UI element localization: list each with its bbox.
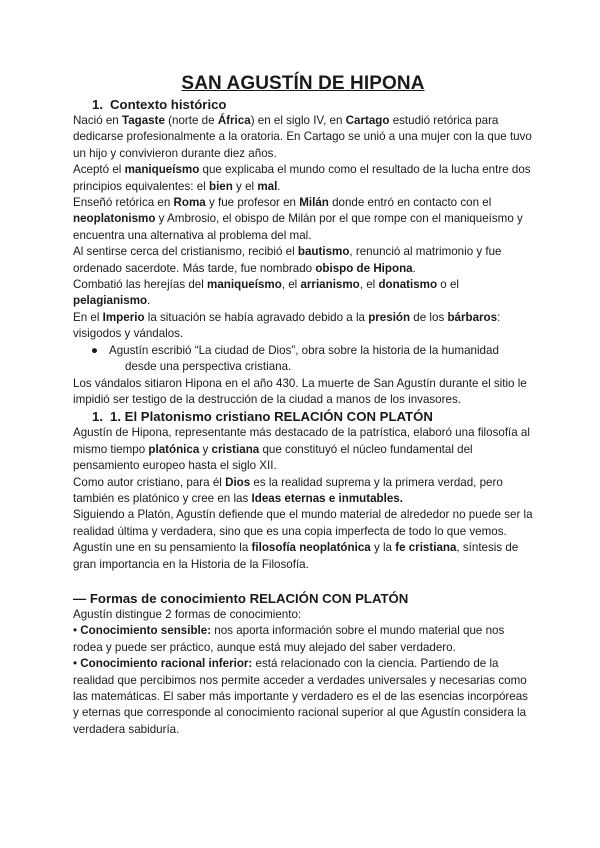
paragraph-patristica: Agustín de Hipona, representante más destacado de la patrística, elaboró una filosofía al mismo tiempo platónica y cristiana que constituyó el núcleo fundamental del pensamiento europeo hasta el siglo XII. <box>73 426 530 473</box>
paragraph-vandalos: Los vándalos sitiaron Hipona en el año 430. La muerte de San Agustín durante el sitio le impidió ser testigo de la destrucción de la ciudad a manos de los invasores. <box>73 376 527 406</box>
bullet-text-line1: Agustín escribió “La ciudad de Dios”, obra sobre la historia de la humanidad <box>109 343 499 357</box>
paragraph-sintesis: Agustín une en su pensamiento la filosofía neoplatónica y la fe cristiana, síntesis de gran importancia en la Historia de la Filosofía. <box>73 541 519 571</box>
paragraph-maniqueismo: Aceptó el maniqueísmo que explicaba el mundo como el resultado de la lucha entre dos principios equivalentes: el bien y el mal. <box>73 163 531 193</box>
list-item <box>73 343 533 376</box>
paragraph-formas: Agustín distingue 2 formas de conocimiento: <box>73 607 302 621</box>
section-title: 1. El Platonismo cristiano RELACIÓN CON PLATÓN <box>110 409 433 425</box>
section-heading-contexto <box>73 96 533 113</box>
paragraph-nacimiento: Nació en Tagaste (norte de África) en el siglo IV, en Cartago estudió retórica para dedicarse profesionalmente a la oratoria. En Cartago se unió a una mujer con la que tuvo un hijo y convivieron durante diez años. <box>73 114 532 160</box>
paragraph-roma-milan: Enseñó retórica en Roma y fue profesor en Milán donde entró en contacto con el neoplatonismo y Ambrosio, el obispo de Milán por el que rompe con el maniqueísmo y encuentra una alternativa al problema del mal. <box>73 196 523 242</box>
document-page <box>73 72 533 738</box>
section-number: 1. <box>92 97 103 112</box>
bullet-icon: ● <box>91 343 99 357</box>
paragraph-herejias: Combatió las herejías del maniqueísmo, el arrianismo, el donatismo o el pelagianismo. <box>73 278 459 308</box>
paragraph-imperio: En el Imperio la situación se había agravado debido a la presión de los bárbaros: visigodos y vándalos. <box>73 310 501 341</box>
section-number: 1. <box>92 409 103 425</box>
bullet-text-line2: desde una perspectiva cristiana. <box>125 360 292 374</box>
paragraph-dios: Como autor cristiano, para él Dios es la realidad suprema y la primera verdad, pero también es platónico y cree en las Ideas eternas e inmutables. <box>73 475 503 505</box>
paragraph-sensible: • Conocimiento sensible: nos aporta información sobre el mundo material que nos rodea y puede ser práctico, aunque está muy alejado del saber verdadero. <box>73 624 505 654</box>
section-heading-conocimiento: — Formas de conocimiento RELACIÓN CON PLATÓN <box>73 590 409 606</box>
section-title: Contexto histórico <box>110 97 227 112</box>
document-title: SAN AGUSTÍN DE HIPONA <box>181 73 425 94</box>
paragraph-bautismo: Al sentirse cerca del cristianismo, recibió el bautismo, renunció al matrimonio y fue ordenado sacerdote. Más tarde, fue nombrado obispo de Hipona. <box>73 245 502 275</box>
section-heading-platonismo <box>73 408 533 425</box>
paragraph-platon: Siguiendo a Platón, Agustín defiende que el mundo material de alrededor no puede ser la realidad última y verdadera, sino que es una copia imperfecta de todo lo que vemos. <box>73 508 533 538</box>
paragraph-racional: • Conocimiento racional inferior: está relacionado con la ciencia. Partiendo de la realidad que percibimos nos permite acceder a verdades universales y necesarias como las matemáticas. El saber más importante y verdadero es el de las esencias incorpóreas y eternas que corresponde al conocimiento racional superior al que Agustín considera la verdadera sabiduría. <box>73 657 528 736</box>
